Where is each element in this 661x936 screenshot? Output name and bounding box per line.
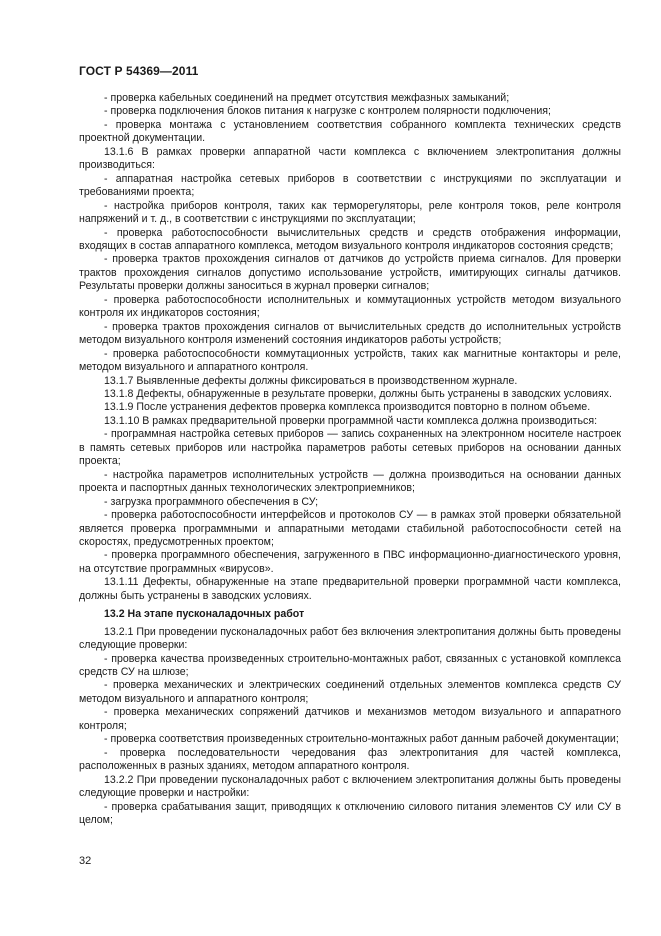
paragraph: - проверка трактов прохождения сигналов от датчиков до устройств приема сигналов. Для проверки трактов прохождения сигналов допустимо использование устройств, имитирующих сигналы датчиков. Результаты проверки должны заноситься в журнал проверки сигналов;: [79, 253, 621, 293]
paragraph: - программная настройка сетевых приборов — запись сохраненных на электронном носителе настроек в память сетевых приборов или настройка параметров работы сетевых приборов на основании данных проекта;: [79, 428, 621, 468]
page-number: 32: [79, 855, 92, 867]
paragraph: - проверка соответствия произведенных строительно-монтажных работ данным рабочей документации;: [104, 733, 619, 746]
paragraph: - проверка механических и электрических соединений отдельных элементов комплекса средств СУ методом визуального и аппаратного контроля;: [79, 679, 621, 705]
paragraph: - проверка подключения блоков питания к нагрузке с контролем полярности подключения;: [104, 105, 551, 118]
paragraph: - проверка работоспособности исполнительных и коммутационных устройств методом визуального контроля их индикаторов состояния;: [79, 293, 621, 320]
paragraph: 13.1.11 Дефекты, обнаруженные на этапе предварительной проверки программной части комплекса, должны быть устранены в заводских условиях.: [79, 576, 621, 602]
paragraph: - проверка трактов прохождения сигналов от вычислительных средств до исполнительных устройств методом визуального контроля изменений состояния индикаторов работы устройств;: [79, 320, 621, 347]
document-body: [79, 92, 621, 827]
paragraph: 13.1.7 Выявленные дефекты должны фиксироваться в производственном журнале.: [104, 374, 518, 387]
paragraph: - проверка последовательности чередования фаз электропитания для частей комплекса, расположенных в разных зданиях, методом аппаратного контроля.: [79, 746, 621, 773]
paragraph: 13.1.8 Дефекты, обнаруженные в результате проверки, должны быть устранены в заводских условиях.: [104, 387, 612, 400]
paragraph: - проверка монтажа с установлением соответствия собранного комплекта технических средств проектной документации.: [79, 118, 621, 145]
paragraph: - настройка приборов контроля, таких как терморегуляторы, реле контроля токов, реле контроля напряжений и т. д., в соответствии с инструкциями по эксплуатации;: [79, 199, 621, 226]
paragraph: - загрузка программного обеспечения в СУ;: [104, 495, 319, 508]
paragraph: - аппаратная настройка сетевых приборов в соответствии с инструкциями по эксплуатации и требованиями проекта;: [79, 172, 621, 199]
paragraph: 13.1.9 После устранения дефектов проверка комплекса производится повторно в полном объеме.: [104, 401, 591, 414]
paragraph: - проверка срабатывания защит, приводящих к отключению силового питания элементов СУ или СУ в целом;: [79, 800, 621, 827]
paragraph: 13.2.2 При проведении пусконаладочных работ с включением электропитания должны быть проведены следующие проверки и настройки:: [79, 773, 621, 800]
paragraph: 13.2.1 При проведении пусконаладочных работ без включения электропитания должны быть проведены следующие проверки:: [79, 625, 621, 652]
paragraph: - проверка программного обеспечения, загруженного в ПВС информационно-диагностического уровня, на отсутствие программных «вирусов».: [79, 549, 621, 575]
paragraph: - проверка механических сопряжений датчиков и механизмов методом визуального и аппаратного контроля;: [79, 706, 621, 732]
paragraph: - настройка параметров исполнительных устройств — должна производиться на основании данных проекта и паспортных данных технологических электроприемников;: [79, 468, 621, 495]
paragraph: - проверка качества произведенных строительно-монтажных работ, связанных с установкой комплекса средств СУ на шлюзе;: [79, 652, 621, 679]
paragraph: - проверка работоспособности интерфейсов и протоколов СУ — в рамках этой проверки обязательной является проверка программными и аппаратными методами стабильной работоспособности сетей на скоростях, предусмотренных проектом;: [79, 509, 621, 548]
paragraph: - проверка работоспособности коммутационных устройств, таких как магнитные контакторы и реле, методом визуального и аппаратного контроля.: [79, 347, 621, 374]
paragraph: 13.1.10 В рамках предварительной проверки программной части комплекса должна производиться:: [104, 414, 598, 427]
paragraph: 13.1.6 В рамках проверки аппаратной части комплекса с включением электропитания должны производиться:: [79, 145, 621, 172]
paragraph: - проверка кабельных соединений на предмет отсутствия межфазных замыканий;: [104, 92, 510, 104]
paragraph: - проверка работоспособности вычислительных средств и средств отображения информации, входящих в состав аппаратного комплекса, методом визуального контроля индикаторов состояния средств;: [79, 226, 621, 252]
document-code: ГОСТ Р 54369—2011: [79, 64, 199, 78]
section-heading: 13.2 На этапе пусконаладочных работ: [104, 608, 305, 621]
